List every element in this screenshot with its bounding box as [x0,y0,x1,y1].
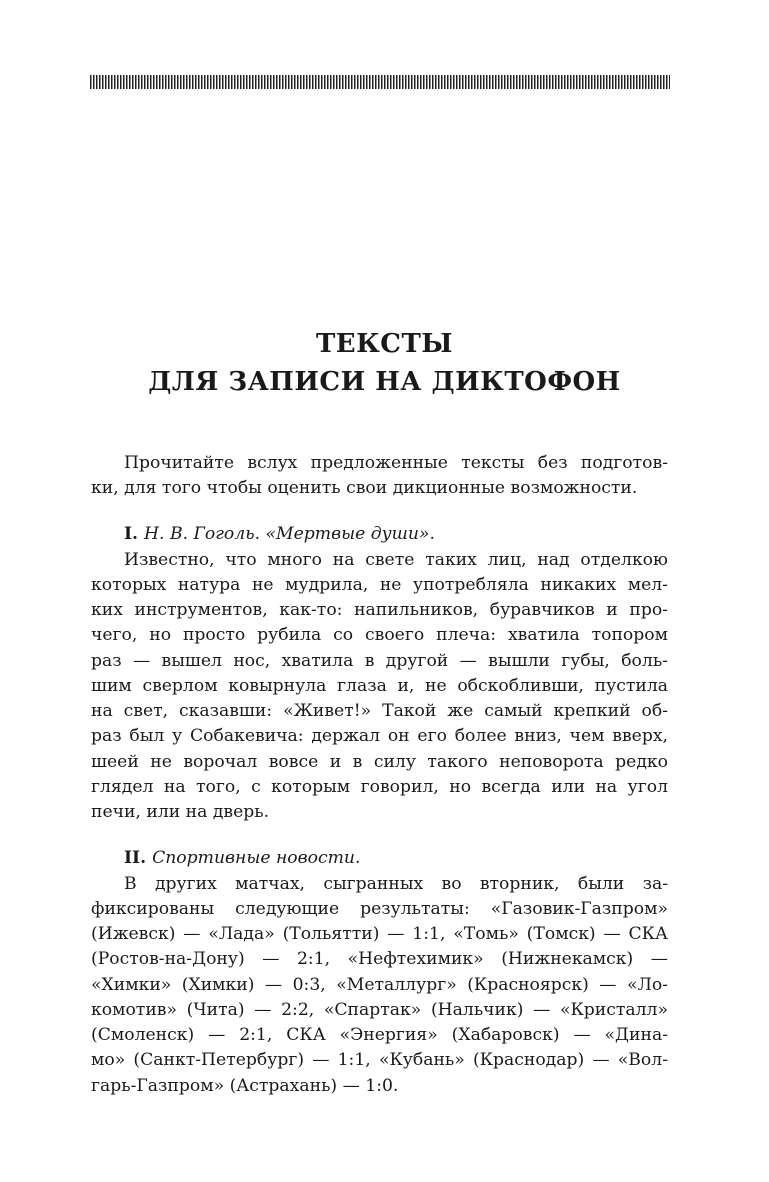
section-1-line: на свет, сказавши: «Живет!» Такой же самый крепкий об- [91,701,668,721]
section-2-line: (Смоленск) — 2:1, СКА «Энергия» (Хабаровск) — «Дина- [91,1025,668,1045]
section-1-line: которых натура не мудрила, не употребляла никаких мел- [91,575,668,595]
section-1-line: шеей не ворочал вовсе и в силу такого неповорота редко [91,752,668,772]
intro-line: ки, для того чтобы оценить свои дикционные возможности. [91,478,638,498]
section-1-title: Н. В. Гоголь. «Мертвые души». [144,524,435,544]
intro-line: Прочитайте вслух предложенные тексты без подготов- [124,453,668,473]
section-2-line: «Химки» (Химки) — 0:3, «Металлург» (Красноярск) — «Ло- [91,975,668,995]
section-1-heading [124,522,668,546]
section-2-heading [124,846,668,870]
section-2-line: мо» (Санкт-Петербург) — 1:1, «Кубань» (Краснодар) — «Вол- [91,1050,668,1070]
section-2-line: (Ростов-на-Дону) — 2:1, «Нефтехимик» (Нижнекамск) — [91,949,668,969]
section-1-line: глядел на того, с которым говорил, но всегда или на угол [91,777,668,797]
title-line-1: ТЕКСТЫ [315,329,454,359]
section-1-line: шим сверлом ковырнула глаза и, не обскобливши, пустила [91,676,668,696]
section-1-line: ких инструментов, как-то: напильников, буравчиков и про- [91,600,668,620]
section-1-line: печи, или на дверь. [91,802,270,822]
section-2-number: II. [124,848,147,868]
section-1-line: раз был у Собакевича: держал он его более вниз, чем вверх, [91,726,668,746]
section-2-line: гарь-Газпром» (Астрахань) — 1:0. [91,1076,399,1096]
section-2-title: Спортивные новости. [152,848,361,868]
title-line-2: ДЛЯ ЗАПИСИ НА ДИКТОФОН [148,367,621,397]
section-2-line: (Ижевск) — «Лада» (Тольятти) — 1:1, «Томь» (Томск) — СКА [91,924,668,944]
section-1-number: I. [124,524,139,544]
section-2-line: В других матчах, сыгранных во вторник, были за- [124,874,668,894]
section-1-line: чего, но просто рубила со своего плеча: хватила топором [91,625,668,645]
section-1-line: Известно, что много на свете таких лиц, над отделкою [124,550,668,570]
section-2-line: комотив» (Чита) — 2:2, «Спартак» (Нальчик) — «Кристалл» [91,1000,668,1020]
section-2-line: фиксированы следующие результаты: «Газовик-Газпром» [91,899,668,919]
section-1-line: раз — вышел нос, хватила в другой — вышли губы, боль- [91,651,668,671]
page-title [0,325,769,401]
header-decorative-rule [90,75,670,89]
